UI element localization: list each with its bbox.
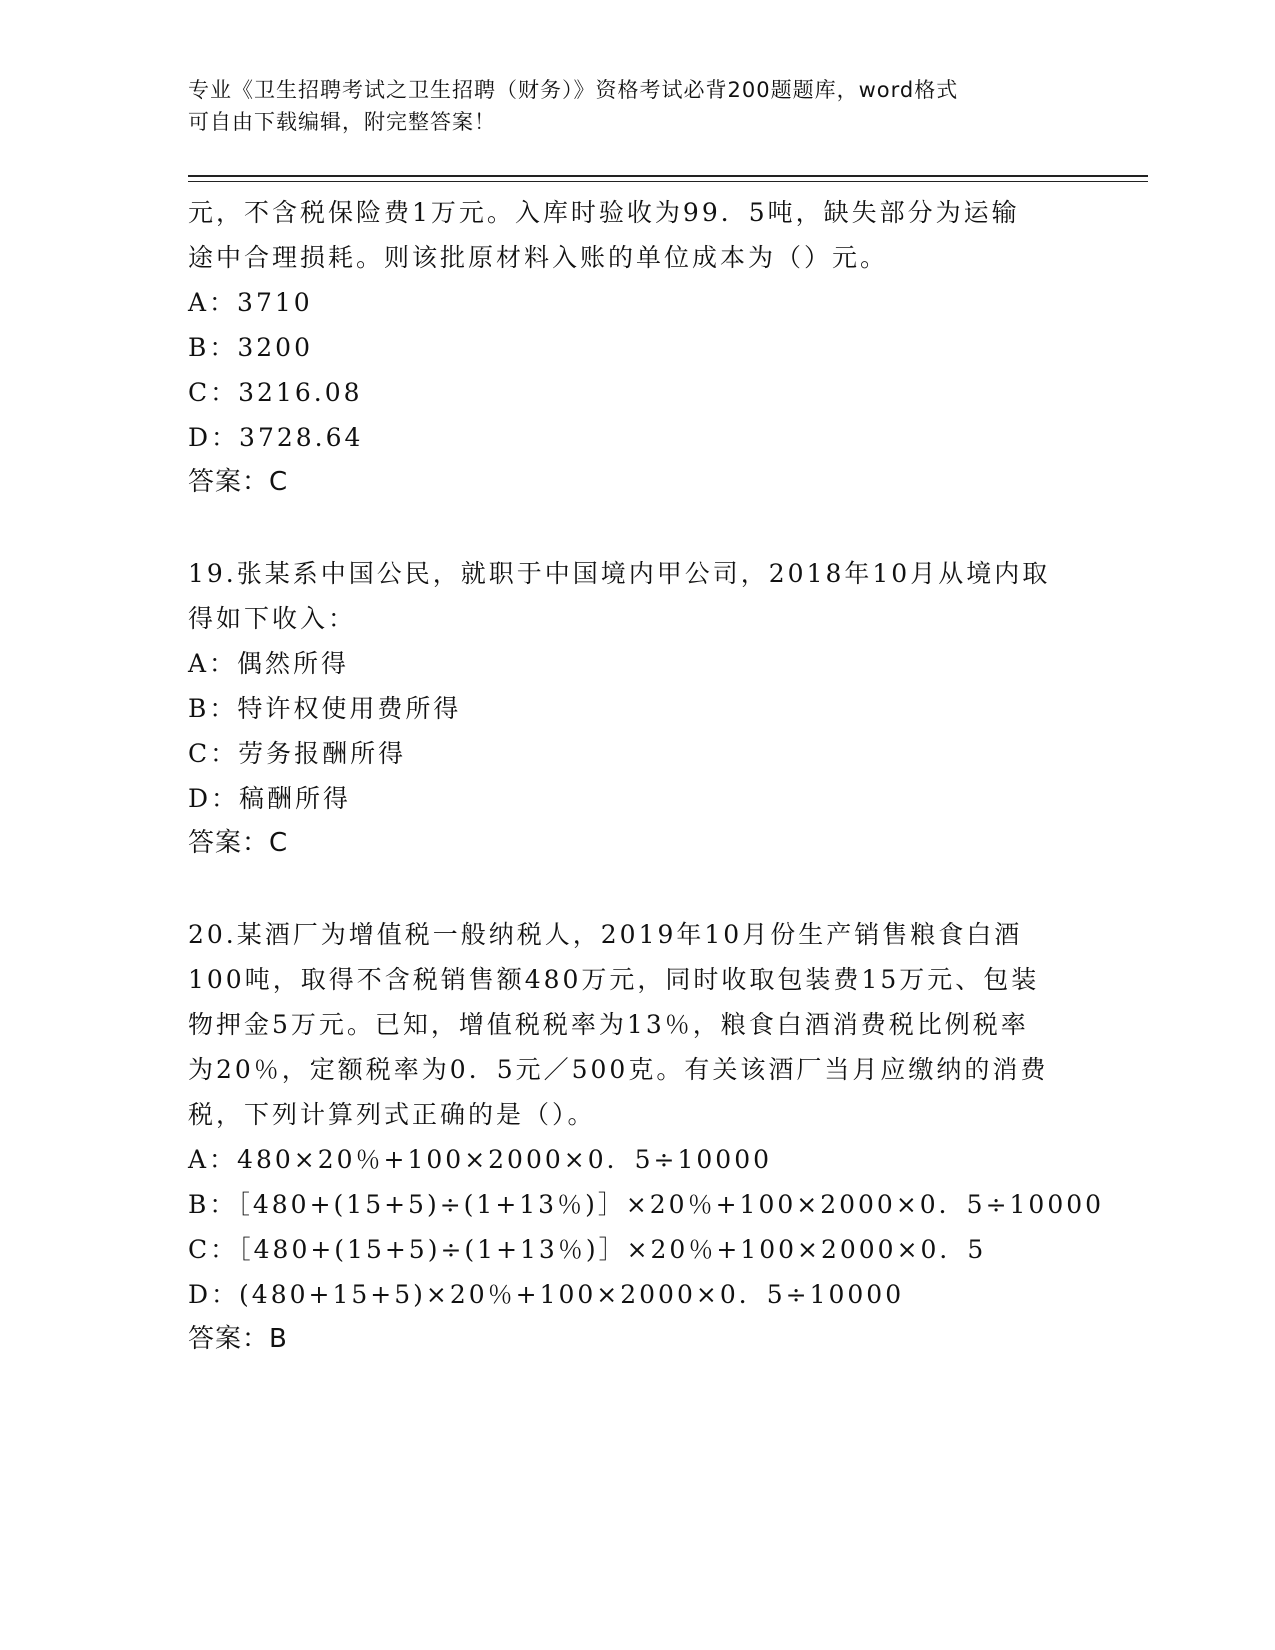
option-b: B：特许权使用费所得 [188,694,462,723]
document-header [188,74,1068,138]
spacer [188,505,1088,551]
option-d: D：稿酬所得 [188,784,352,813]
option-a: A：偶然所得 [188,649,350,678]
option-a: A：3710 [188,288,313,317]
question-content [188,190,1105,1362]
question-stem-line: 20.某酒厂为增值税一般纳税人，2019年10月份生产销售粮食白酒 [188,920,1023,949]
header-line-1: 专业《卫生招聘考试之卫生招聘（财务）》资格考试必背200题题库，word格式 [188,78,959,102]
option-c: C：劳务报酬所得 [188,739,407,768]
question-stem-line: 元，不含税保险费1万元。入库时验收为99．5吨，缺失部分为运输 [188,198,1020,227]
question-stem-line: 100吨，取得不含税销售额480万元，同时收取包装费15万元、包装 [188,965,1040,994]
question-stem-line: 物押金5万元。已知，增值税税率为13％，粮食白酒消费税比例税率 [188,1010,1029,1039]
question-stem-line: 税，下列计算列式正确的是（）。 [188,1100,596,1129]
question-18 [188,190,1088,505]
question-stem-line: 为20％，定额税率为0．5元／500克。有关该酒厂当月应缴纳的消费 [188,1055,1049,1084]
option-b: B：3200 [188,333,313,362]
question-20 [188,912,1105,1362]
question-stem-line: 得如下收入： [188,604,357,633]
answer-line: 答案：C [188,828,289,858]
header-rule-thin [188,181,1148,182]
option-a: A：480×20％+100×2000×0．5÷10000 [188,1145,773,1174]
question-stem-line: 19.张某系中国公民，就职于中国境内甲公司，2018年10月从境内取 [188,559,1051,588]
option-c: C：［480+(15+5)÷(1+13％)］×20％+100×2000×0．5 [188,1235,987,1264]
spacer [188,866,1088,912]
question-19 [188,551,1088,866]
option-d: D：3728.64 [188,423,364,452]
option-c: C：3216.08 [188,378,363,407]
option-d: D：(480+15+5)×20％+100×2000×0．5÷10000 [188,1280,905,1309]
answer-line: 答案：B [188,1324,288,1354]
header-rule-thick [188,175,1148,177]
option-b: B：［480+(15+5)÷(1+13％)］×20％+100×2000×0．5÷10000 [188,1190,1105,1219]
question-stem-line: 途中合理损耗。则该批原材料入账的单位成本为（）元。 [188,243,889,272]
answer-line: 答案：C [188,467,289,497]
header-line-2: 可自由下载编辑，附完整答案！ [188,110,496,134]
